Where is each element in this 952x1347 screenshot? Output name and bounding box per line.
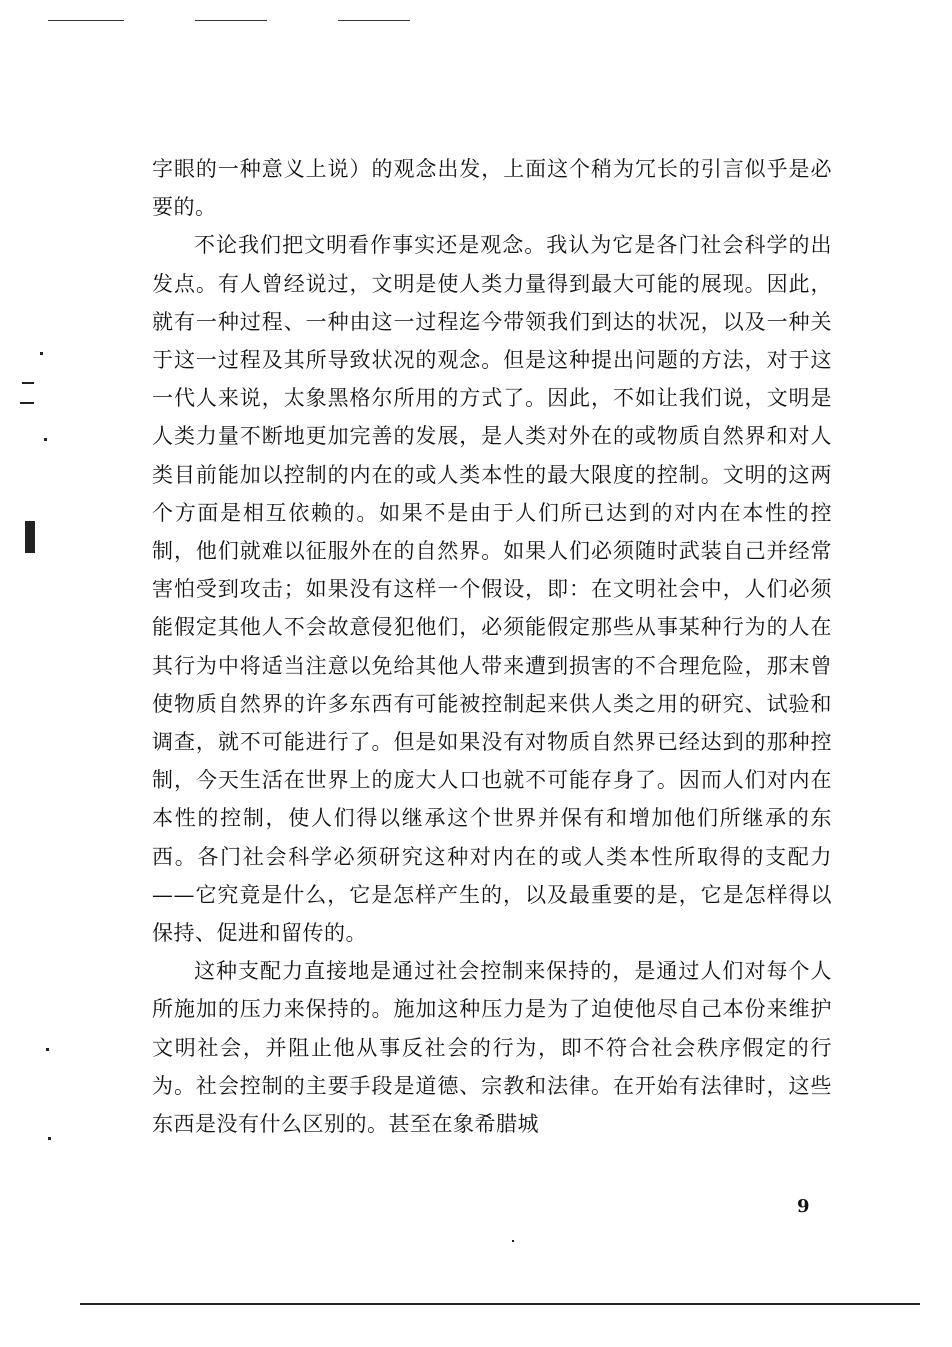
page-number: 9: [797, 1196, 810, 1217]
body-text: [152, 150, 832, 1143]
margin-dot: [40, 352, 43, 355]
margin-bar: [25, 521, 35, 553]
header-rule-2: [195, 20, 267, 21]
footer-dot: [512, 1240, 514, 1242]
margin-dash: [20, 402, 34, 404]
margin-dash: [22, 382, 34, 384]
margin-dot: [44, 438, 47, 441]
paragraph: 这种支配力直接地是通过社会控制来保持的，是通过人们对每个人所施加的压力来保持的。施加这种压力是为了迫使他尽自己本份来维护文明社会，并阻止他从事反社会的行为，即不符合社会秩序假定的行为。社会控制的主要手段是道德、宗教和法律。在开始有法律时，这些东西是没有什么区别的。甚至在象希腊城: [152, 959, 832, 1137]
header-rule-1: [48, 20, 124, 21]
paragraph: 不论我们把文明看作事实还是观念。我认为它是各门社会科学的出发点。有人曾经说过，文明是使人类力量得到最大可能的展现。因此，就有一种过程、一种由这一过程迄今带领我们到达的状况，以及一种关于这一过程及其所导致状况的观念。但是这种提出问题的方法，对于这一代人来说，太象黑格尔所用的方式了。因此，不如让我们说，文明是人类力量不断地更加完善的发展，是人类对外在的或物质自然界和对人类目前能加以控制的内在的或人类本性的最大限度的控制。文明的这两个方面是相互依赖的。如果不是由于人们所已达到的对内在本性的控制，他们就难以征服外在的自然界。如果人们必须随时武装自己并经常害怕受到攻击；如果没有这样一个假设，即：在文明社会中，人们必须能假定其他人不会故意侵犯他们，必须能假定那些从事某种行为的人在其行为中将适当注意以免给其他人带来遭到损害的不合理危险，那末曾使物质自然界的许多东西有可能被控制起来供人类之用的研究、试验和调查，就不可能进行了。但是如果没有对物质自然界已经达到的那种控制，今天生活在世界上的庞大人口也就不可能存身了。因而人们对内在本性的控制，使人们得以继承这个世界并保有和增加他们所继承的东西。各门社会科学必须研究这种对内在的或人类本性所取得的支配力——它究竟是什么，它是怎样产生的，以及最重要的是，它是怎样得以保持、促进和留传的。: [152, 233, 832, 946]
margin-dot: [46, 1048, 49, 1051]
header-rule-3: [338, 20, 410, 21]
paragraph: 字眼的一种意义上说）的观念出发，上面这个稍为冗长的引言似乎是必要的。: [152, 157, 832, 220]
margin-dot: [48, 1137, 51, 1140]
footer-rule: [80, 1303, 920, 1305]
